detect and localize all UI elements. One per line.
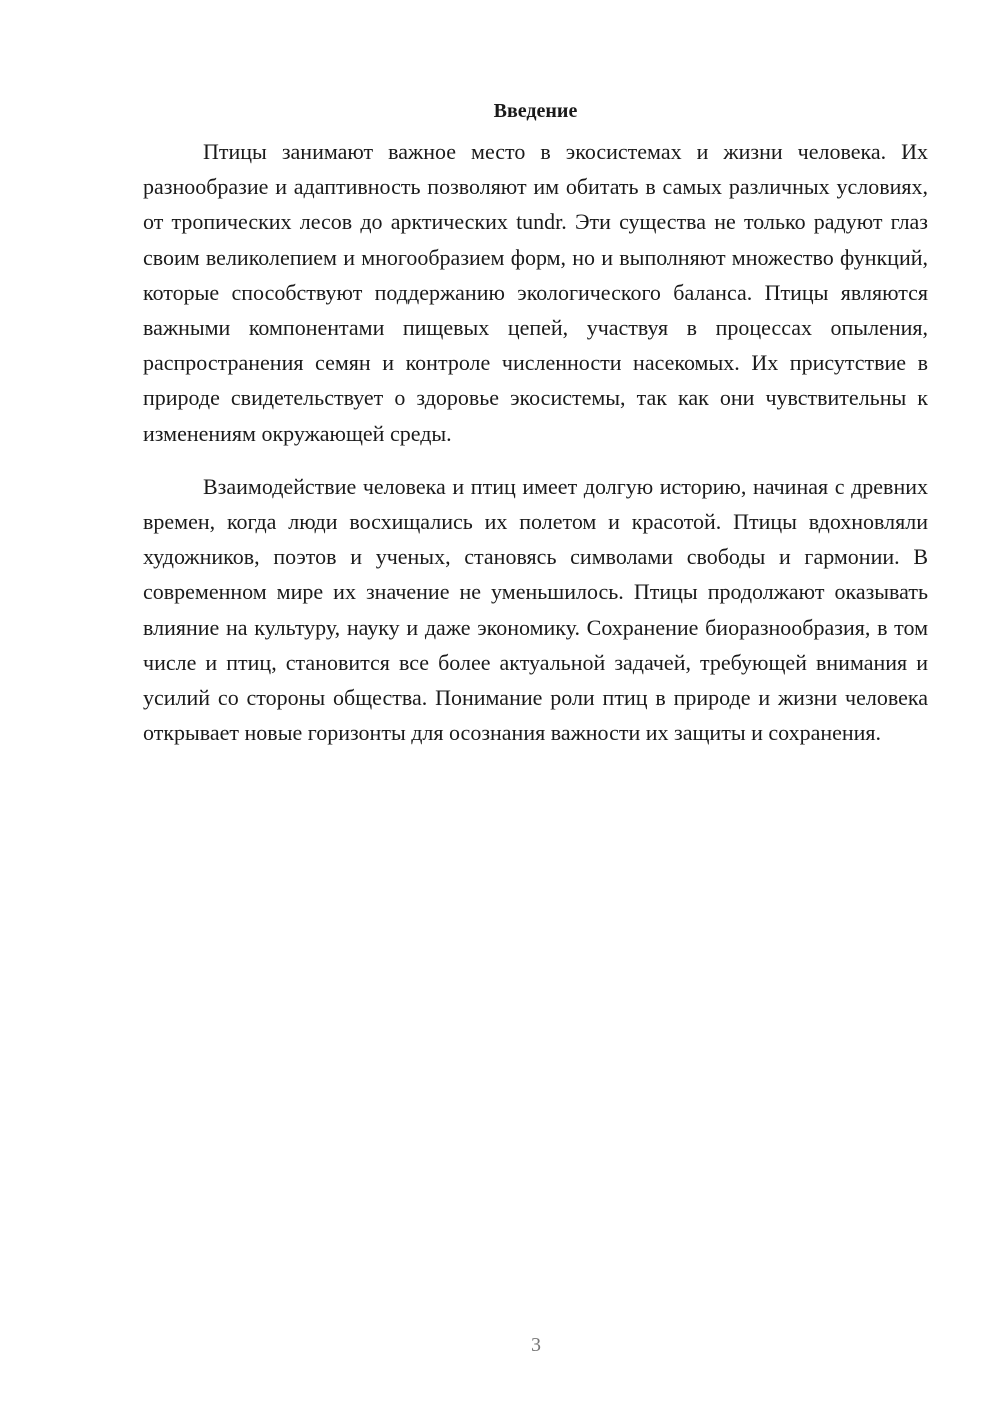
section-heading: Введение: [493, 100, 578, 122]
page-number: 3: [531, 1334, 541, 1356]
paragraph-history: Взаимодействие человека и птиц имеет долгую историю, начиная с древних времен, когда люди восхищались их полетом и красотой. Птицы вдохновляли художников, поэтов и ученых, становясь символами свободы и гармонии. В современном мире их значение не уменьшилось. Птицы продолжают оказывать влияние на культуру, науку и даже экономику. Сохранение биоразнообразия, в том числе и птиц, становится все более актуальной задачей, требующей внимания и усилий со стороны общества. Понимание роли птиц в природе и жизни человека открывает новые горизонты для осознания важности их защиты и сохранения.: [143, 473, 928, 746]
page-content: [143, 96, 928, 750]
paragraph-intro: Птицы занимают важное место в экосистемах и жизни человека. Их разнообразие и адаптивность позволяют им обитать в самых различных условиях, от тропических лесов до арктических tundr. Эти существа не только радуют глаз своим великолепием и многообразием форм, но и выполняют множество функций, которые способствуют поддержанию экологического баланса. Птицы являются важными компонентами пищевых цепей, участвуя в процессах опыления, распространения семян и контроле численности насекомых. Их присутствие в природе свидетельствует о здоровье экосистемы, так как они чувствительны к изменениям окружающей среды.: [143, 139, 928, 446]
